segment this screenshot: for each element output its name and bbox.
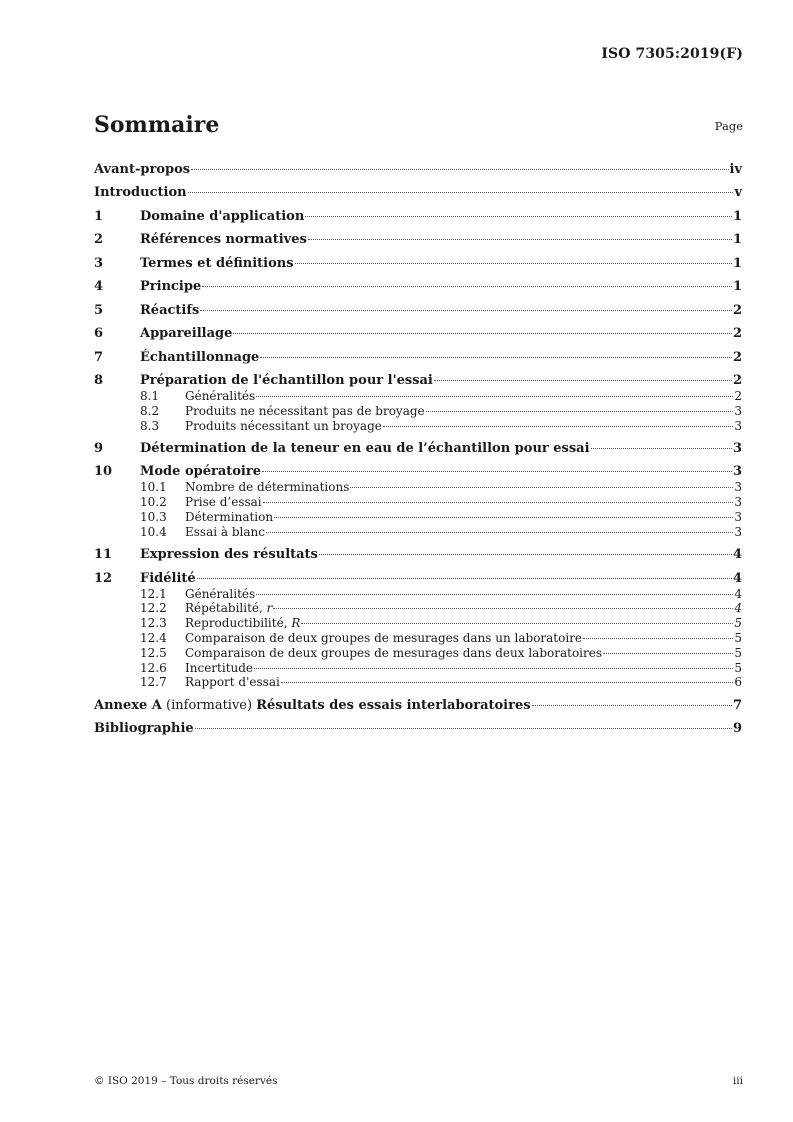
toc-entry-label: Mode opératoire: [140, 464, 261, 480]
toc-entry-label: Prise d’essai: [185, 495, 262, 510]
dot-leader: [254, 668, 733, 669]
dot-leader: [197, 578, 732, 579]
section-number: 12.3: [140, 616, 167, 631]
section-number: 8.3: [140, 418, 160, 433]
toc-entry-label-symbol: r: [266, 601, 273, 616]
toc-subentry-12-3[interactable]: [94, 616, 742, 631]
toc-entry-page: 2: [732, 326, 742, 341]
section-number: 10.2: [140, 495, 167, 510]
dot-leader: [260, 357, 732, 358]
toc-subentry-12-5[interactable]: [94, 646, 742, 661]
toc-entry-label: Résultats des essais interlaboratoires: [256, 697, 531, 713]
toc-entry-page: 5: [734, 630, 742, 645]
section-number: 4: [94, 279, 104, 294]
section-number: 3: [94, 255, 104, 271]
toc-entry-page: 3: [732, 440, 742, 456]
toc-entry-7[interactable]: [94, 350, 742, 366]
section-number: 8.1: [140, 389, 160, 403]
toc-subentry-10-4[interactable]: [94, 525, 742, 540]
toc-entry-4[interactable]: [94, 279, 742, 295]
annex-note: (informative): [161, 697, 257, 713]
toc-entry-label: Fidélité: [140, 570, 196, 586]
toc-subentry-8-2[interactable]: [94, 404, 742, 419]
section-number: 12: [94, 570, 113, 586]
toc-subentry-12-2[interactable]: [94, 601, 742, 616]
section-number: 10.3: [140, 509, 167, 524]
toc-entry-page: iv: [729, 161, 742, 177]
toc-entry-page: 3: [734, 524, 742, 539]
toc-entry-3[interactable]: [94, 256, 742, 272]
dot-leader: [434, 380, 732, 381]
dot-leader: [301, 623, 733, 624]
section-number: 12.7: [140, 675, 167, 690]
toc-entry-page: 2: [732, 302, 742, 318]
toc-entry-avant-propos[interactable]: [94, 162, 742, 178]
toc-entry-label: Rapport d'essai: [185, 675, 280, 690]
toc-entry-page: 5: [734, 616, 742, 631]
toc-entry-annex-a[interactable]: [94, 698, 742, 714]
section-number: 2: [94, 232, 104, 247]
toc-entry-10[interactable]: [94, 464, 742, 480]
dot-leader: [305, 216, 732, 217]
toc-entry-label: Comparaison de deux groupes de mesurages dans deux laboratoires: [185, 645, 603, 660]
toc-entry-page: 6: [734, 675, 742, 690]
dot-leader: [295, 263, 732, 264]
dot-leader: [195, 728, 732, 729]
section-number: 8: [94, 373, 104, 388]
dot-leader: [532, 705, 732, 706]
page-column-label: Page: [714, 119, 743, 133]
toc-subentry-12-6[interactable]: [94, 661, 742, 676]
toc-entry-label-text: Reproductibilité,: [185, 616, 292, 631]
toc-entry-page: 5: [734, 660, 742, 675]
toc-entry-page: 1: [732, 255, 742, 271]
section-number: 11: [94, 547, 113, 563]
toc-entry-label: Principe: [140, 279, 202, 294]
section-number: 6: [94, 326, 104, 341]
dot-leader: [191, 169, 728, 170]
section-number: 10.1: [140, 480, 167, 495]
toc-subentry-10-1[interactable]: [94, 480, 742, 495]
toc-entry-label: Appareillage: [140, 326, 233, 341]
toc-entry-label: Références normatives: [140, 232, 307, 247]
toc-entry-label: [185, 616, 300, 631]
section-number: 5: [94, 302, 104, 318]
toc-entry-page: 3: [734, 403, 742, 418]
toc-entry-label: Expression des résultats: [140, 547, 318, 563]
page-title: Sommaire: [94, 112, 220, 138]
toc-entry-introduction[interactable]: [94, 185, 742, 201]
section-number: 1: [94, 208, 104, 224]
dot-leader: [319, 554, 732, 555]
toc-entry-page: 4: [732, 570, 742, 586]
section-number: 9: [94, 440, 104, 456]
toc-subentry-12-1[interactable]: [94, 587, 742, 602]
section-number: 7: [94, 349, 104, 365]
section-number: 12.2: [140, 601, 167, 616]
toc-entry-label: Généralités: [185, 389, 256, 403]
dot-leader: [202, 286, 732, 287]
toc-entry-page: 1: [732, 279, 742, 294]
footer-copyright: © ISO 2019 – Tous droits réservés: [94, 1075, 278, 1087]
toc-entry-page: 5: [734, 645, 742, 660]
toc-subentry-12-4[interactable]: [94, 631, 742, 646]
toc-subentry-10-3[interactable]: [94, 510, 742, 525]
toc-entry-page: 2: [734, 389, 742, 403]
section-number: 8.2: [140, 403, 160, 418]
toc-entry-page: 4: [732, 547, 742, 563]
section-number: 12.6: [140, 660, 167, 675]
toc-entry-label: Réactifs: [140, 302, 200, 318]
annex-prefix: Annexe A: [94, 697, 162, 713]
toc-entry-label: Préparation de l'échantillon pour l'essai: [140, 373, 433, 388]
toc-subentry-10-2[interactable]: [94, 495, 742, 510]
dot-leader: [256, 396, 733, 397]
dot-leader: [266, 532, 733, 533]
dot-leader: [583, 638, 733, 639]
dot-leader: [188, 192, 734, 193]
toc-entry-5[interactable]: [94, 303, 742, 319]
section-number: 10: [94, 464, 113, 480]
toc-entry-label: Détermination de la teneur en eau de l’échantillon pour essai: [140, 440, 590, 456]
toc-entry-9[interactable]: [94, 441, 742, 457]
dot-leader: [603, 653, 733, 654]
toc-entry-label: [185, 601, 272, 616]
toc-entry-page: 2: [732, 373, 742, 388]
toc-entry-page: 1: [732, 232, 742, 247]
toc-subentry-8-3[interactable]: [94, 419, 742, 434]
toc-entry-label: Bibliographie: [94, 721, 194, 737]
dot-leader: [383, 426, 734, 427]
toc-entry-page: 1: [732, 208, 742, 224]
dot-leader: [263, 502, 734, 503]
toc-entry-label: Domaine d'application: [140, 208, 305, 224]
toc-entry-page: 3: [734, 418, 742, 433]
dot-leader: [426, 411, 734, 412]
footer-page-number: iii: [732, 1075, 743, 1087]
toc-entry-label: Essai à blanc: [185, 524, 265, 539]
toc-entry-label-text: Répétabilité,: [185, 601, 267, 616]
toc-entry-11[interactable]: [94, 547, 742, 563]
toc-entry-label: Nombre de déterminations: [185, 480, 350, 495]
toc-entry-page: 3: [734, 480, 742, 495]
toc-subentry-8-1[interactable]: [94, 389, 742, 404]
dot-leader: [308, 239, 732, 240]
toc-entry-page: 7: [732, 697, 742, 713]
toc-entry-label: Échantillonnage: [140, 349, 260, 365]
toc-entry-page: 4: [734, 601, 742, 616]
table-of-contents: [94, 154, 742, 737]
document-id: ISO 7305:2019(F): [601, 46, 743, 62]
section-number: 12.4: [140, 630, 167, 645]
toc-entry-page: 3: [732, 464, 742, 480]
toc-entry-label: Détermination: [185, 509, 274, 524]
toc-entry-label-symbol: R: [291, 616, 301, 631]
dot-leader: [350, 487, 733, 488]
toc-entry-page: 4: [734, 586, 742, 601]
toc-entry-label: Avant-propos: [94, 161, 191, 177]
toc-entry-page: 3: [734, 509, 742, 524]
toc-entry-1[interactable]: [94, 209, 742, 225]
toc-entry-8[interactable]: [94, 373, 742, 389]
dot-leader: [281, 682, 734, 683]
section-number: 12.5: [140, 645, 167, 660]
dot-leader: [200, 310, 732, 311]
toc-entry-label: Termes et définitions: [140, 255, 294, 271]
toc-entry-2[interactable]: [94, 232, 742, 248]
toc-entry-label: Produits nécessitant un broyage: [185, 418, 382, 433]
toc-entry-6[interactable]: [94, 326, 742, 342]
section-number: 12.1: [140, 586, 167, 601]
section-number: 10.4: [140, 524, 167, 539]
toc-entry-label: Généralités: [185, 586, 256, 601]
toc-entry-page: 9: [732, 721, 742, 737]
dot-leader: [274, 517, 733, 518]
dot-leader: [591, 448, 732, 449]
dot-leader: [256, 594, 733, 595]
toc-entry-page: 3: [734, 495, 742, 510]
toc-entry-label: Comparaison de deux groupes de mesurages dans un laboratoire: [185, 630, 583, 645]
toc-entry-label: Incertitude: [185, 660, 254, 675]
toc-subentry-12-7[interactable]: [94, 675, 742, 690]
toc-entry-page: v: [734, 185, 742, 200]
dot-leader: [262, 471, 732, 472]
toc-entry-bibliographie[interactable]: [94, 721, 742, 737]
toc-entry-12[interactable]: [94, 571, 742, 587]
toc-entry-page: 2: [732, 349, 742, 365]
dot-leader: [273, 608, 733, 609]
toc-entry-label: Introduction: [94, 185, 187, 200]
dot-leader: [233, 333, 732, 334]
toc-entry-label: Produits ne nécessitant pas de broyage: [185, 403, 425, 418]
